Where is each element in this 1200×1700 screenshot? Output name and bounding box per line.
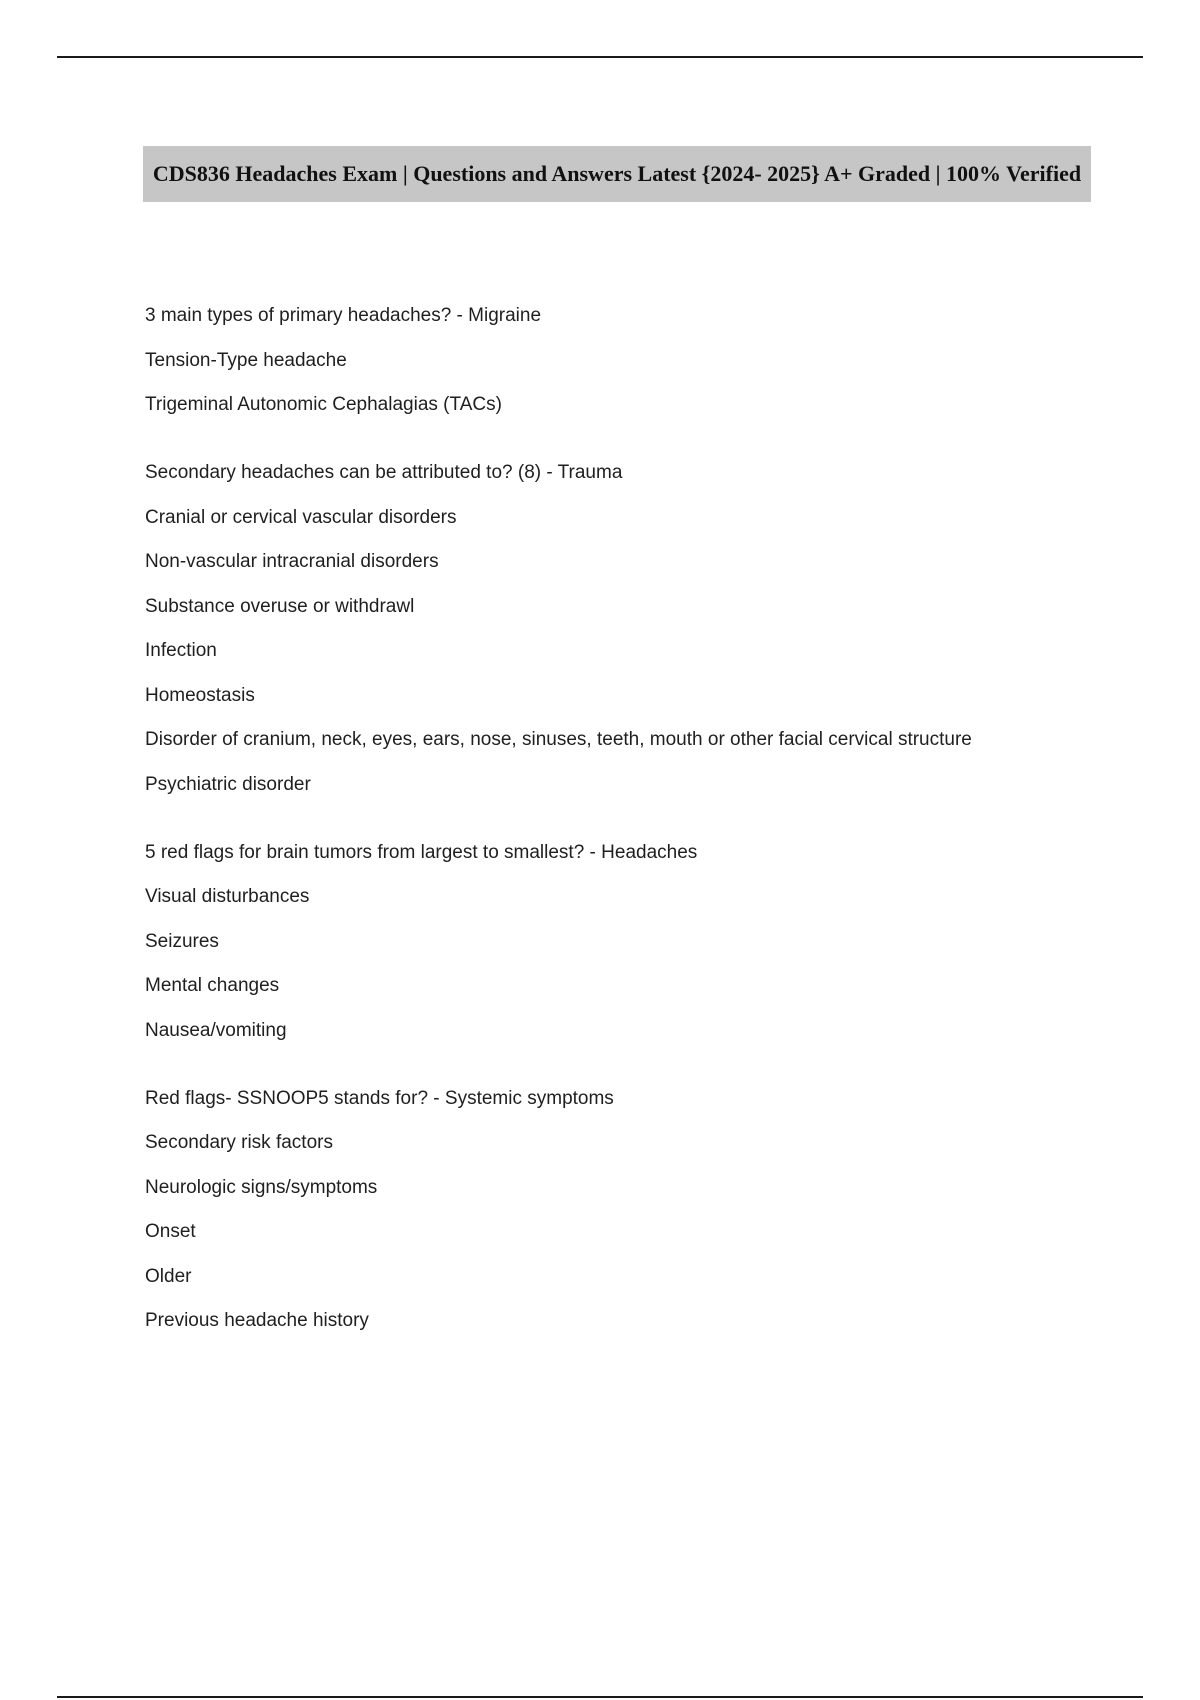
answer-line: Neurologic signs/symptoms	[145, 1176, 378, 1198]
answer-line: Substance overuse or withdrawl	[145, 595, 415, 617]
answer-line: Trigeminal Autonomic Cephalagias (TACs)	[145, 394, 502, 415]
header-rule	[57, 56, 1143, 58]
answer-line: Nausea/vomiting	[145, 1019, 287, 1041]
qa-item-1	[145, 305, 1105, 416]
answer-line: Non-vascular intracranial disorders	[145, 551, 439, 572]
answer-line: Visual disturbances	[145, 886, 310, 907]
qa-item-4	[145, 1088, 1105, 1333]
answer-line: Psychiatric disorder	[145, 773, 311, 795]
answer-line: Previous headache history	[145, 1310, 369, 1331]
answer-line: Seizures	[145, 930, 219, 952]
footer-rule	[57, 1696, 1143, 1698]
answer-line: Older	[145, 1265, 192, 1287]
question-line: 5 red flags for brain tumors from largest to smallest? - Headaches	[145, 841, 698, 863]
answer-line: Homeostasis	[145, 684, 255, 706]
document-title-banner	[143, 146, 1091, 202]
qa-item-3	[145, 842, 1105, 1042]
question-line: Red flags- SSNOOP5 stands for? - Systemic symptoms	[145, 1087, 614, 1109]
qa-item-2	[145, 462, 1105, 796]
answer-line: Tension-Type headache	[145, 349, 347, 371]
answer-line: Onset	[145, 1221, 196, 1242]
answer-line: Disorder of cranium, neck, eyes, ears, nose, sinuses, teeth, mouth or other facial cervical structure	[145, 729, 972, 750]
answer-line: Cranial or cervical vascular disorders	[145, 506, 457, 528]
answer-line: Secondary risk factors	[145, 1132, 333, 1153]
document-title: CDS836 Headaches Exam | Questions and Answers Latest {2024- 2025} A+ Graded | 100% Verified	[152, 161, 1082, 186]
answer-line: Mental changes	[145, 975, 280, 996]
question-line: Secondary headaches can be attributed to? (8) - Trauma	[145, 462, 623, 483]
answer-line: Infection	[145, 640, 217, 661]
document-body	[145, 305, 1105, 1378]
question-line: 3 main types of primary headaches? - Migraine	[145, 305, 542, 326]
